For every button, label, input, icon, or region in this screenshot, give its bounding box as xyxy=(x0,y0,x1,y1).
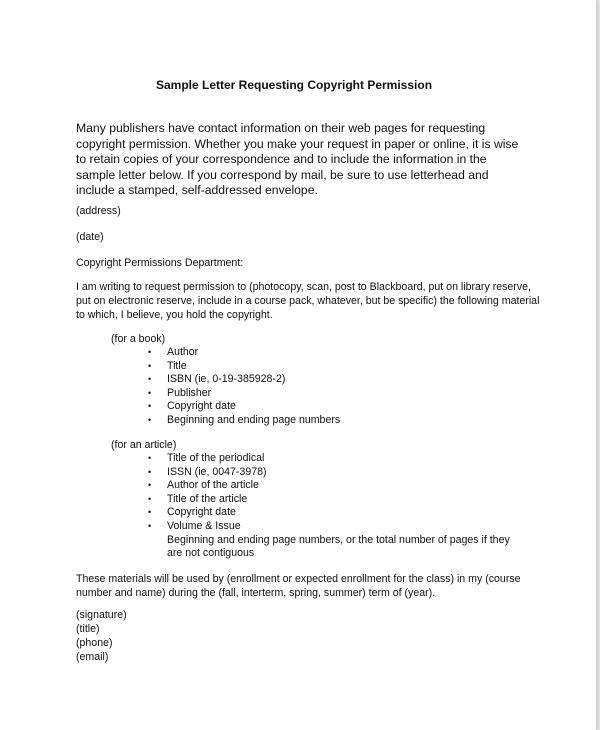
list-item-continuation: Beginning and ending page numbers, or the total number of pages if they are not contiguous xyxy=(167,533,510,560)
bullet-icon: • xyxy=(148,507,152,518)
list-item: • Volume & Issue xyxy=(148,519,241,532)
article-list xyxy=(148,452,527,561)
title-placeholder: (title) xyxy=(76,623,100,635)
bullet-icon: • xyxy=(148,493,152,504)
address-placeholder: (address) xyxy=(76,205,121,217)
document-title: Sample Letter Requesting Copyright Permission xyxy=(155,78,433,92)
bullet-icon: • xyxy=(148,453,152,463)
list-item: • Title of the periodical xyxy=(148,452,265,464)
list-item: • Copyright date xyxy=(148,506,236,519)
intro-paragraph: Many publishers have contact information on their web pages for requesting copyright permission. Whether you make your request in paper or online, it is wise to retain copies of your correspondence and to include the information in the sample letter below. If you correspond by mail, be sure to use letterhead and include a stamped, self-addressed envelope. xyxy=(76,121,519,197)
signature-block xyxy=(76,608,127,664)
book-section-label: (for a book) xyxy=(111,333,166,345)
article-section-label: (for an article) xyxy=(111,439,177,451)
signature-placeholder: (signature) xyxy=(76,609,127,621)
request-paragraph: I am writing to request permission to (photocopy, scan, post to Blackboard, put on library reserve, put on electronic reserve, include in a course pack, whatever, but be specific) the following material to which, I believe, you hold the copyright. xyxy=(76,281,540,322)
list-item: • Author xyxy=(148,346,199,358)
list-item: • ISBN (ie, 0-19-385928-2) xyxy=(148,373,286,386)
bullet-icon: • xyxy=(148,387,152,398)
bullet-icon: • xyxy=(148,466,152,477)
list-item: • Beginning and ending page numbers xyxy=(148,413,341,426)
list-item: • Title xyxy=(148,359,187,372)
list-item: • Copyright date xyxy=(148,400,236,413)
usage-paragraph: These materials will be used by (enrollment or expected enrollment for the class) in my (course number and name) during the (fall, interterm, spring, summer) term of (year). xyxy=(76,573,521,600)
bullet-icon: • xyxy=(148,374,152,385)
book-list xyxy=(148,346,340,428)
bullet-icon: • xyxy=(148,520,152,531)
bullet-icon: • xyxy=(148,414,152,425)
list-item: • Author of the article xyxy=(148,479,259,492)
bullet-icon: • xyxy=(148,347,152,357)
list-item: • ISSN (ie, 0047-3978) xyxy=(148,465,267,478)
list-item: • Publisher xyxy=(148,386,212,399)
bullet-icon: • xyxy=(148,401,152,412)
bullet-icon: • xyxy=(148,360,152,371)
bullet-icon: • xyxy=(148,480,152,491)
date-placeholder: (date) xyxy=(76,231,104,243)
list-item: • Title of the article xyxy=(148,492,248,505)
salutation: Copyright Permissions Department: xyxy=(76,257,244,269)
email-placeholder: (email) xyxy=(76,651,109,663)
phone-placeholder: (phone) xyxy=(76,637,113,649)
